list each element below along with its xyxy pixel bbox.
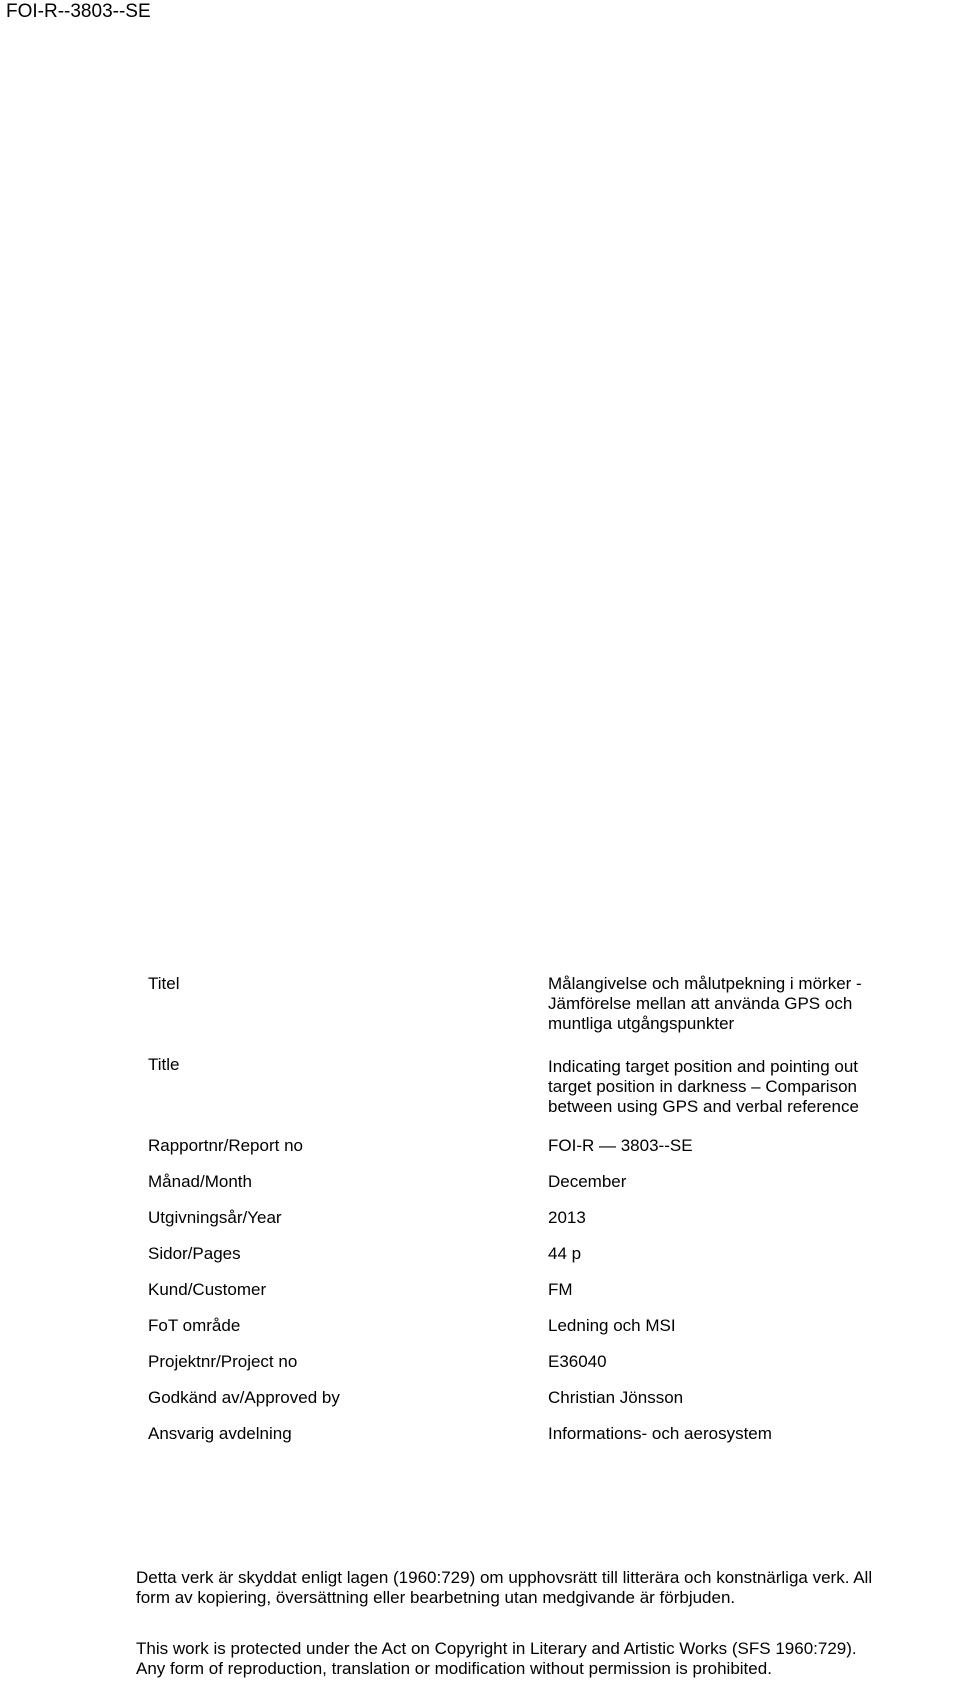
title-label: Title (148, 1055, 180, 1074)
customer-value: FM (548, 1280, 573, 1299)
copyright-notice-swedish (136, 1568, 960, 1608)
department-value: Informations- och aerosystem (548, 1424, 772, 1443)
title-line: between using GPS and verbal reference (548, 1097, 859, 1116)
project-no-label: Projektnr/Project no (148, 1352, 298, 1371)
month-value: December (548, 1172, 627, 1191)
report-code-header: FOI-R--3803--SE (6, 1, 151, 22)
titel-label: Titel (148, 974, 180, 993)
department-label: Ansvarig avdelning (148, 1424, 292, 1443)
year-value: 2013 (548, 1208, 586, 1227)
approved-by-value: Christian Jönsson (548, 1388, 684, 1407)
approved-by-label: Godkänd av/Approved by (148, 1388, 340, 1407)
copyright-notice-english (136, 1639, 960, 1679)
project-no-value: E36040 (548, 1352, 607, 1371)
month-label: Månad/Month (148, 1172, 252, 1191)
titel-line: Målangivelse och målutpekning i mörker - (548, 974, 862, 993)
report-no-label: Rapportnr/Report no (148, 1136, 303, 1155)
title-line: Indicating target position and pointing out (548, 1057, 859, 1076)
title-line: target position in darkness – Comparison (548, 1077, 857, 1096)
fot-area-label: FoT område (148, 1316, 241, 1335)
title-value (548, 1057, 948, 1117)
customer-label: Kund/Customer (148, 1280, 267, 1299)
copyright-line: form av kopiering, översättning eller bearbetning utan medgivande är förbjuden. (136, 1588, 736, 1607)
copyright-line: This work is protected under the Act on Copyright in Literary and Artistic Works (SFS 1960:729). (136, 1639, 857, 1658)
titel-value (548, 974, 948, 1034)
copyright-line: Detta verk är skyddat enligt lagen (1960:729) om upphovsrätt till litterära och konstnärliga verk. All (136, 1568, 873, 1587)
titel-line: muntliga utgångspunkter (548, 1014, 735, 1033)
pages-value: 44 p (548, 1244, 582, 1263)
report-no-value: FOI-R — 3803--SE (548, 1136, 693, 1155)
pages-label: Sidor/Pages (148, 1244, 241, 1263)
titel-line: Jämförelse mellan att använda GPS och (548, 994, 853, 1013)
year-label: Utgivningsår/Year (148, 1208, 282, 1227)
copyright-line: Any form of reproduction, translation or modification without permission is prohibited. (136, 1659, 772, 1678)
fot-area-value: Ledning och MSI (548, 1316, 676, 1335)
